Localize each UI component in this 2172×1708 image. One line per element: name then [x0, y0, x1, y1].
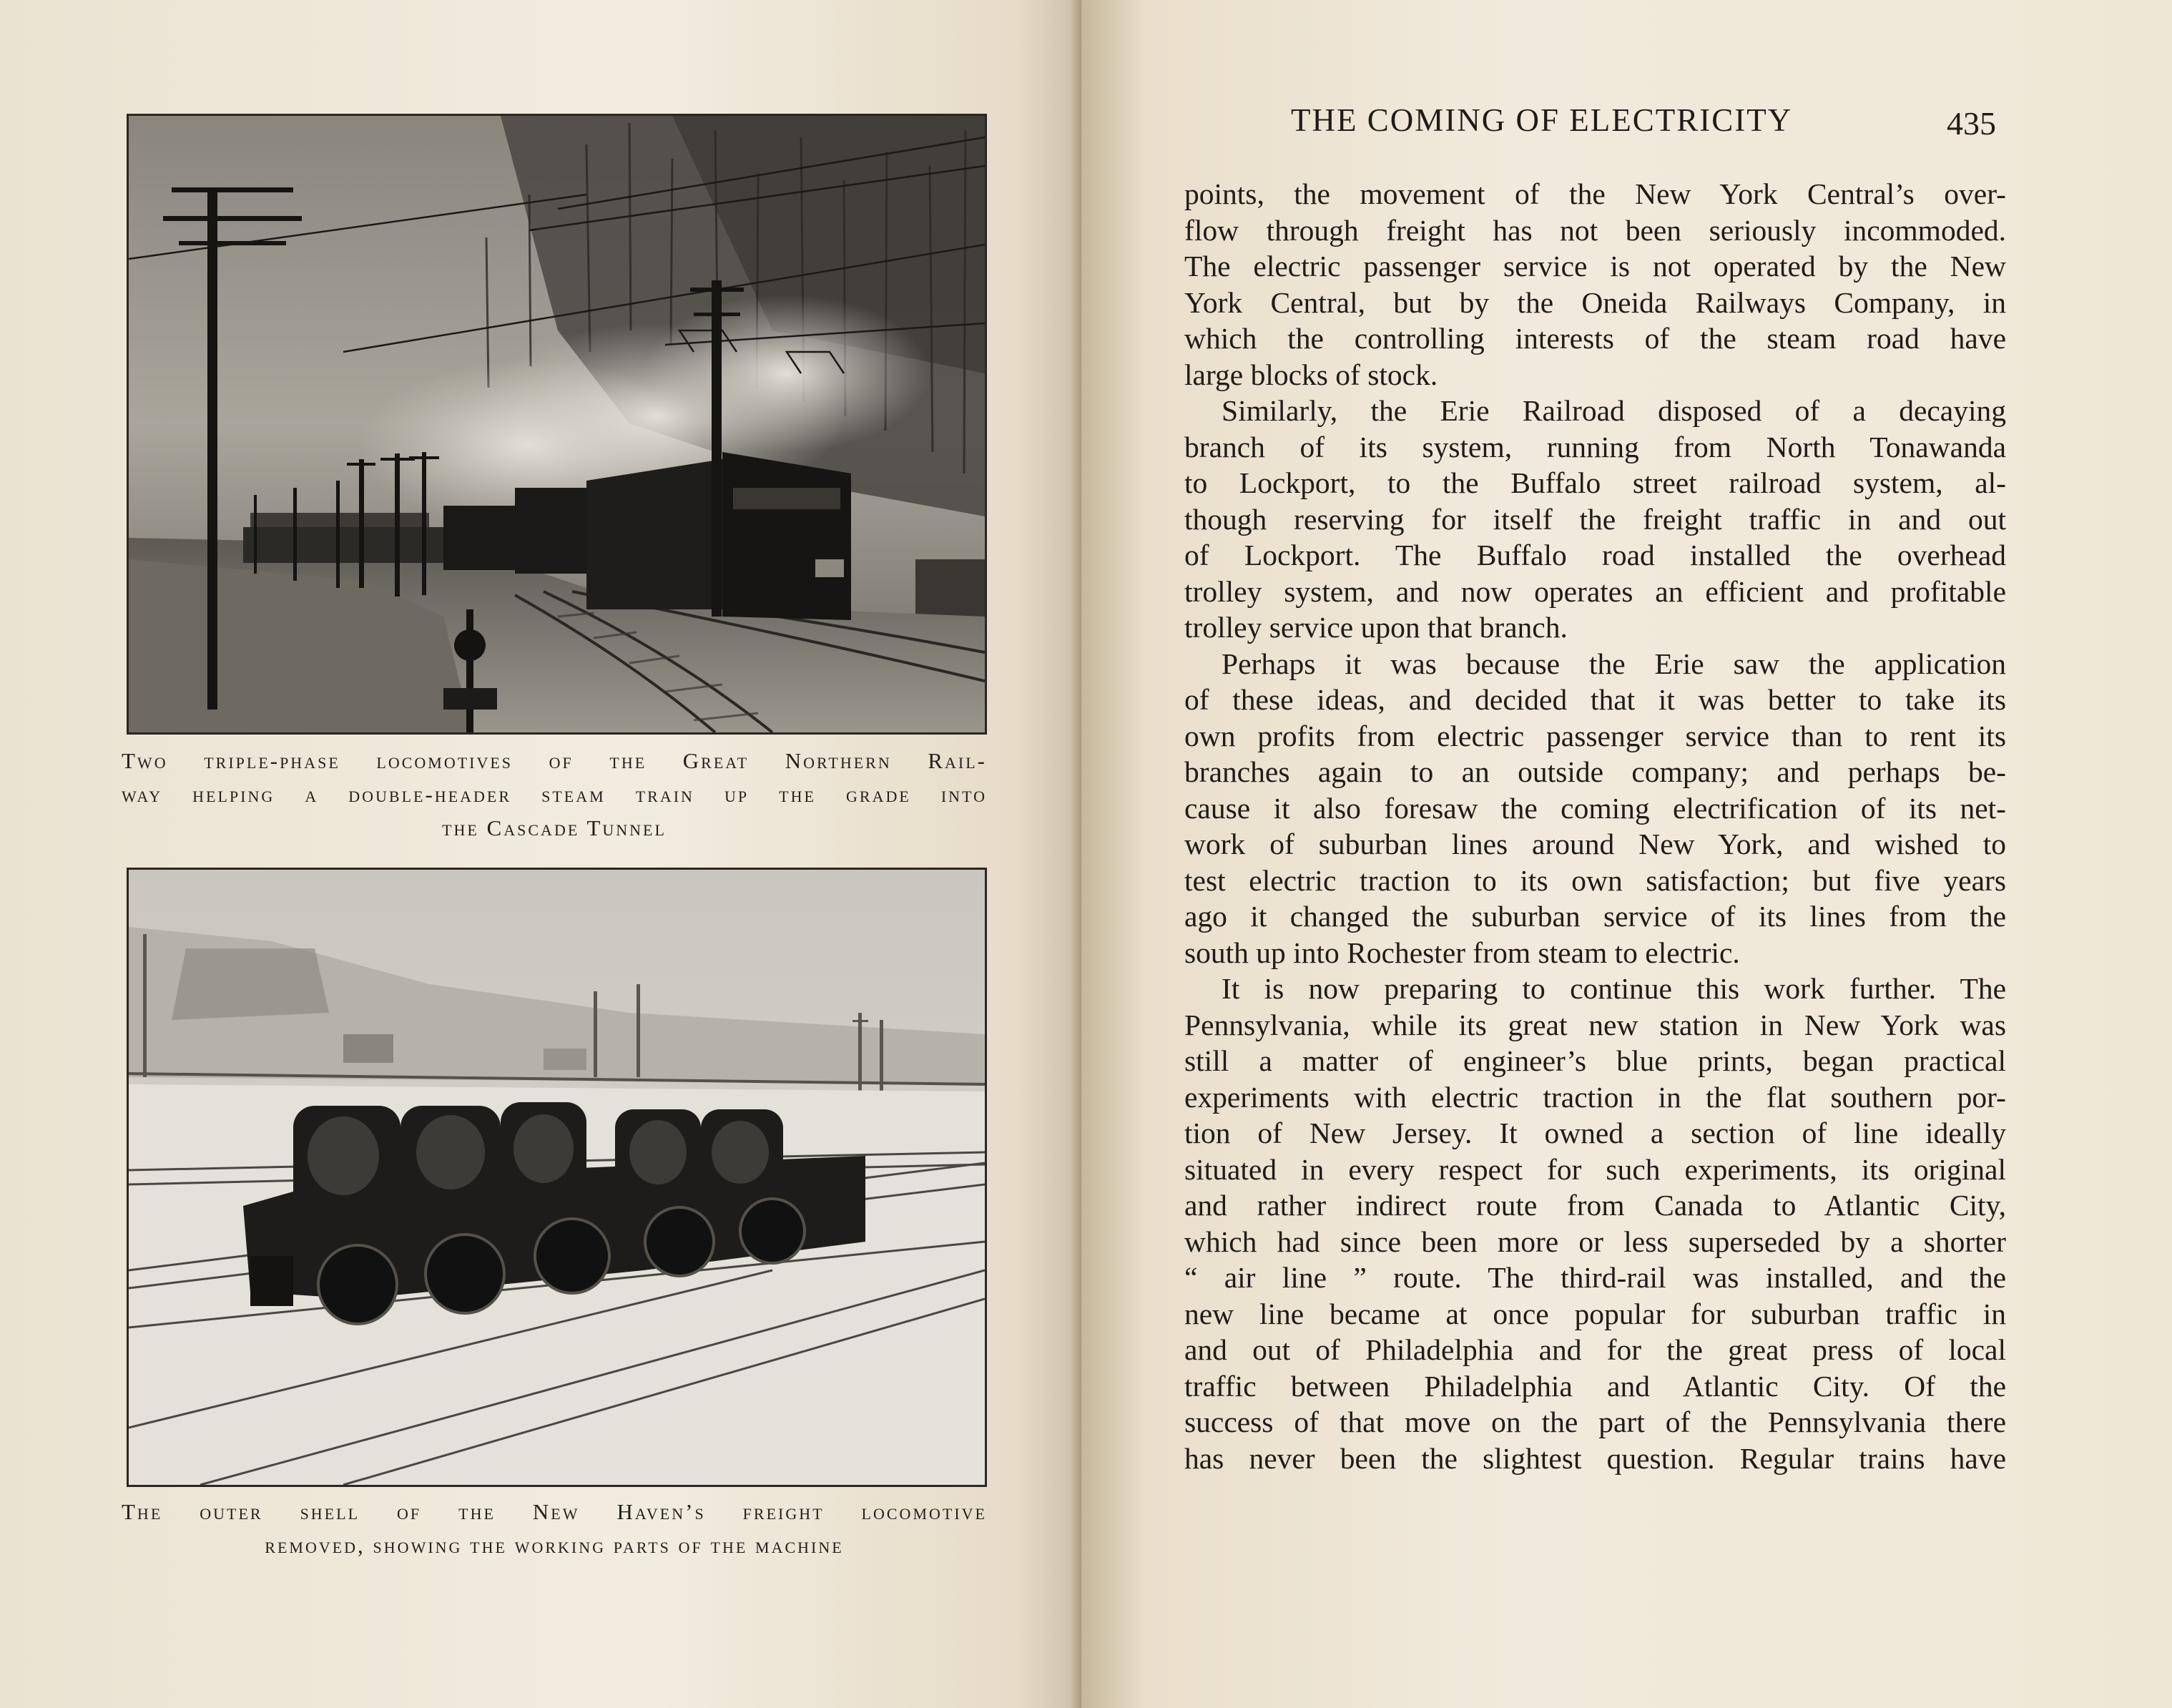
text-line: flow through freight has not been seriously incommoded. — [1184, 213, 2006, 247]
caption-top-line-3: the Cascade Tunnel — [442, 815, 667, 840]
text-line: “ air line ” route. The third-rail was installed, and the — [1184, 1261, 2006, 1294]
text-line: of Lockport. The Buffalo road installed the overhead — [1184, 539, 2006, 571]
photo-plate-machine — [127, 868, 987, 1487]
text-line: Pennsylvania, while its great new station in New York was — [1184, 1008, 2006, 1041]
text-line: ago it changed the suburban service of its lines from the — [1184, 900, 2006, 933]
left-page — [0, 0, 1081, 1708]
text-line: branch of its system, running from North Tonawanda — [1184, 430, 2006, 463]
caption-bottom-line-2: removed, showing the working parts of the machine — [265, 1533, 844, 1558]
text-line: trolley service upon that branch. — [1184, 611, 1568, 644]
text-line: It is now preparing to continue this work further. The — [1222, 972, 2006, 1005]
text-line: which had since been more or less superseded by a shorter — [1184, 1224, 2006, 1258]
caption-top-line-2: way helping a double-header steam train up the grade into — [122, 782, 987, 807]
locomotive-machinery-photo — [129, 870, 985, 1485]
text-line: The electric passenger service is not operated by the New — [1184, 250, 2006, 283]
photo-plate-locomotives — [127, 114, 987, 735]
text-line: still a matter of engineer’s blue prints, began practical — [1184, 1044, 2006, 1077]
text-line: York Central, but by the Oneida Railways Company, in — [1184, 285, 2006, 319]
locomotives-photo — [129, 116, 985, 732]
text-line: and out of Philadelphia and for the great press of local — [1184, 1333, 2006, 1366]
running-head: THE COMING OF ELECTRICITY — [1291, 102, 1793, 138]
text-line: Perhaps it was because the Erie saw the application — [1222, 647, 2006, 680]
text-line: to Lockport, to the Buffalo street railroad system, al- — [1184, 466, 2006, 499]
text-line: own profits from electric passenger service than to rent its — [1184, 719, 2006, 752]
text-line: of these ideas, and decided that it was better to take its — [1184, 683, 2006, 716]
text-line: cause it also foresaw the coming electrification of its net- — [1184, 791, 2006, 825]
caption-top — [122, 744, 987, 845]
text-line: work of suburban lines around New York, and wished to — [1184, 828, 2006, 860]
text-line: situated in every respect for such experiments, its original — [1184, 1152, 2006, 1186]
caption-top-line-1: Two triple-phase locomotives of the Great Northern Rail- — [122, 748, 987, 773]
text-line: south up into Rochester from steam to electric. — [1184, 936, 1740, 969]
text-line: branches again to an outside company; and perhaps be- — [1184, 755, 2006, 788]
text-line: success of that move on the part of the Pennsylvania there — [1184, 1405, 2006, 1438]
text-line: points, the movement of the New York Central’s over- — [1184, 177, 2006, 210]
text-line: though reserving for itself the freight traffic in and out — [1184, 502, 2006, 536]
text-line: experiments with electric traction in the flat southern por- — [1184, 1080, 2006, 1114]
text-line: tion of New Jersey. It owned a section of line ideally — [1184, 1116, 2006, 1149]
text-line: large blocks of stock. — [1184, 358, 1438, 391]
caption-bottom — [122, 1495, 987, 1562]
text-line: test electric traction to its own satisfaction; but five years — [1184, 863, 2006, 897]
text-line: and rather indirect route from Canada to Atlantic City, — [1184, 1189, 2006, 1222]
page-number: 435 — [1947, 105, 1996, 142]
text-line: traffic between Philadelphia and Atlantic City. Of the — [1184, 1369, 2006, 1403]
body-text — [1184, 176, 2006, 1476]
text-line: new line became at once popular for suburban traffic in — [1184, 1297, 2006, 1330]
text-line: which the controlling interests of the steam road have — [1184, 322, 2006, 355]
caption-bottom-line-1: The outer shell of the New Haven’s freight locomotive — [122, 1499, 987, 1524]
text-line: Similarly, the Erie Railroad disposed of a decaying — [1222, 394, 2006, 427]
text-line: trolley system, and now operates an efficient and profitable — [1184, 574, 2006, 608]
text-line: has never been the slightest question. Regular trains have — [1184, 1441, 2006, 1475]
